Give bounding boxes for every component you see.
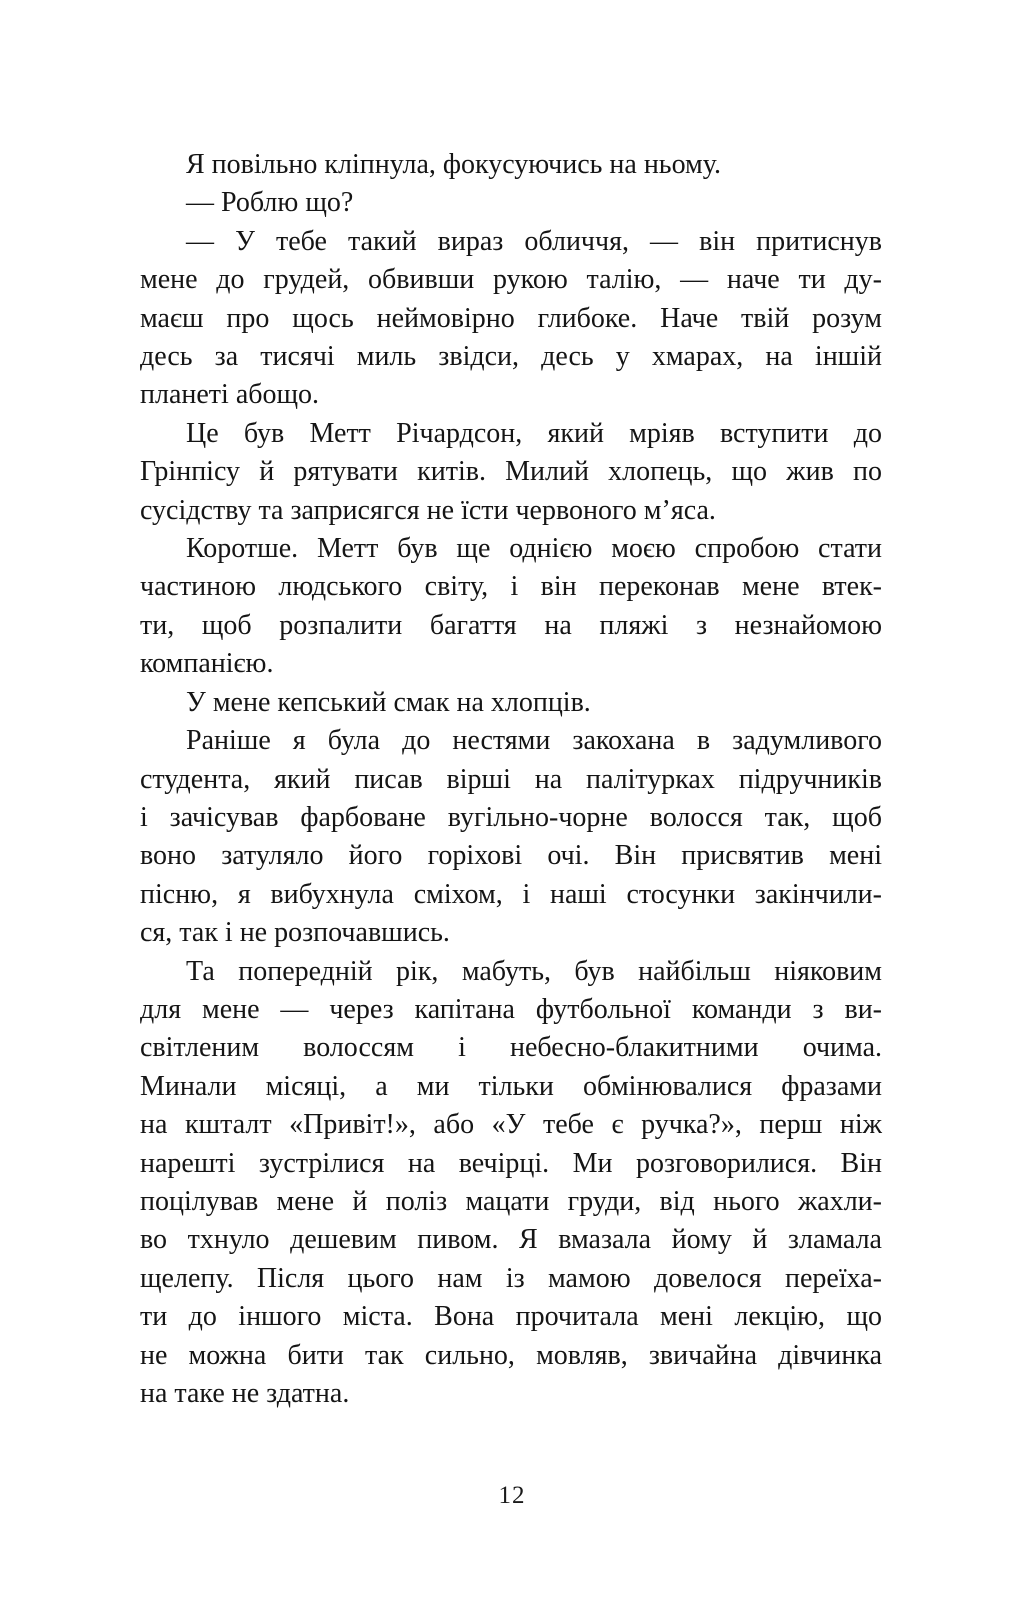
- text-line: Минали місяці, а ми тільки обмінювалися фразами: [140, 1070, 882, 1102]
- text-line: Коротше. Метт був ще однією моєю спробою стати: [186, 533, 882, 565]
- text-line: сусідству та заприсягся не їсти червоного м’яса.: [140, 494, 716, 526]
- text-line: студента, який писав вірші на палітурках підручників: [140, 763, 882, 795]
- paragraph: [140, 415, 882, 530]
- text-line: світленим волоссям і небесно-блакитними очима.: [140, 1032, 882, 1064]
- text-line: не можна бити так сильно, мовляв, звичайна дівчинка: [140, 1339, 882, 1371]
- text-line: ся, так і не розпочавшись.: [140, 917, 450, 949]
- paragraph: [140, 953, 882, 1414]
- paragraph: [140, 146, 882, 184]
- text-line: во тхнуло дешевим пивом. Я вмазала йому й зламала: [140, 1224, 882, 1256]
- text-line: для мене — через капітана футбольної команди з ви-: [140, 993, 882, 1025]
- paragraph: [140, 223, 882, 415]
- text-line: воно затуляло його горіхові очі. Він присвятив мені: [140, 840, 882, 872]
- text-line: ти до іншого міста. Вона прочитала мені лекцію, що: [140, 1301, 882, 1333]
- text-line: десь за тисячі миль звідси, десь у хмарах, на іншій: [140, 341, 882, 373]
- paragraph: [140, 722, 882, 952]
- text-line: щелепу. Після цього нам із мамою довелося переїха-: [140, 1262, 882, 1294]
- text-line: пісню, я вибухнула сміхом, і наші стосунки закінчили-: [140, 878, 882, 910]
- text-line: планеті абощо.: [140, 379, 320, 411]
- page-number: 12: [498, 1482, 526, 1509]
- text-line: У мене кепський смак на хлопців.: [186, 686, 591, 718]
- text-line: Раніше я була до нестями закохана в задумливого: [186, 725, 882, 757]
- text-line: — У тебе такий вираз обличчя, — він притиснув: [186, 225, 882, 257]
- body-text: [140, 146, 882, 1413]
- text-line: Це був Метт Річардсон, який мріяв вступити до: [186, 417, 882, 449]
- text-line: ти, щоб розпалити багаття на пляжі з незнайомою: [140, 609, 882, 641]
- text-line: частиною людського світу, і він переконав мене втек-: [140, 571, 882, 603]
- text-line: Грінпісу й рятувати китів. Милий хлопець, що жив по: [140, 456, 882, 488]
- text-line: компанією.: [140, 648, 274, 680]
- text-line: — Роблю що?: [186, 187, 354, 219]
- text-line: поцілував мене й поліз мацати груди, від нього жахли-: [140, 1185, 882, 1217]
- text-line: і зачісував фарбоване вугільно-чорне волосся так, щоб: [140, 801, 882, 833]
- paragraph: [140, 184, 882, 222]
- text-line: Та попередній рік, мабуть, був найбільш ніяковим: [186, 955, 882, 987]
- text-line: нарешті зустрілися на вечірці. Ми розговорилися. Він: [140, 1147, 882, 1179]
- paragraph: [140, 684, 882, 722]
- text-line: маєш про щось неймовірно глибоке. Наче твій розум: [140, 302, 882, 334]
- text-line: Я повільно кліпнула, фокусуючись на ньому.: [186, 149, 721, 180]
- text-line: на кшталт «Привіт!», або «У тебе є ручка?», перш ніж: [140, 1109, 882, 1141]
- text-line: мене до грудей, обвивши рукою талію, — наче ти ду-: [140, 264, 882, 296]
- text-line: на таке не здатна.: [140, 1378, 350, 1409]
- paragraph: [140, 530, 882, 684]
